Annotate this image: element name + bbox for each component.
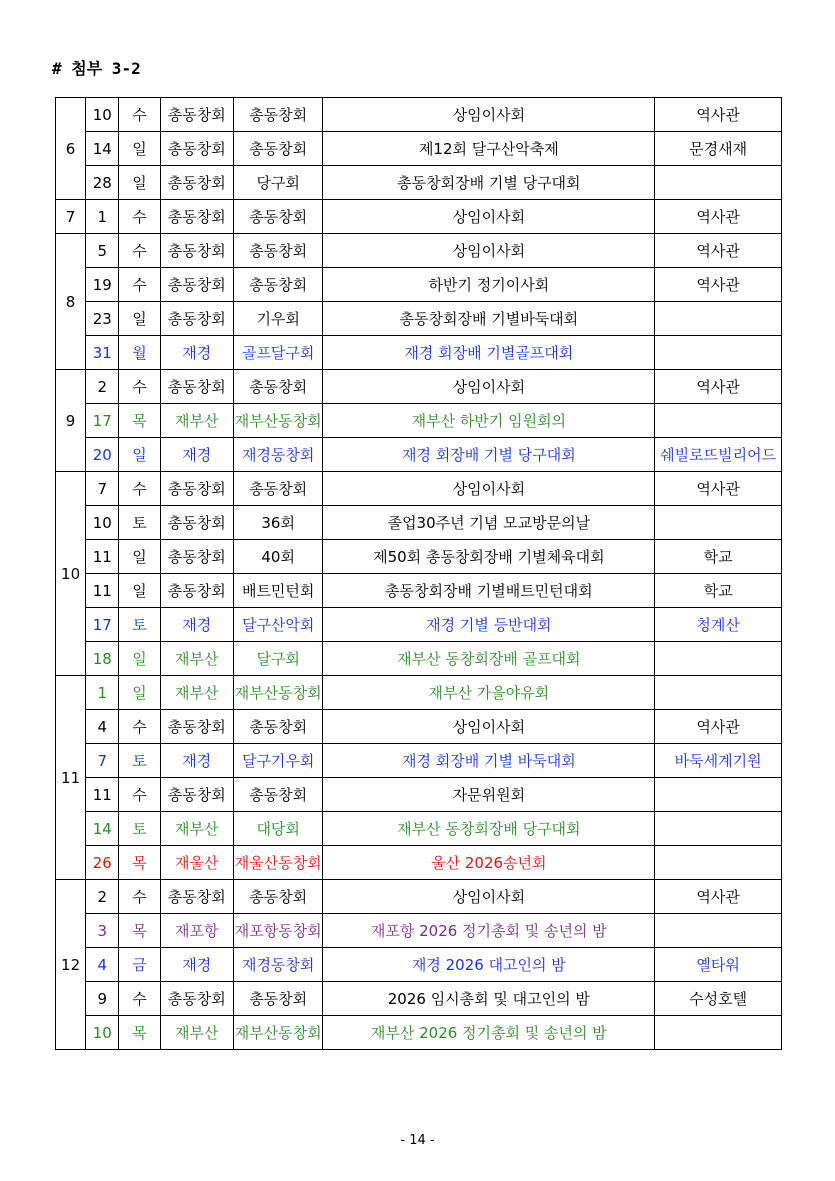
- event-cell: 상임이사회: [323, 880, 655, 914]
- group-cell: 달구기우회: [233, 744, 322, 778]
- day-cell: 5: [86, 234, 119, 268]
- day-cell: 14: [86, 132, 119, 166]
- event-cell: 재부산 동창회장배 당구대회: [323, 812, 655, 846]
- event-cell: 상임이사회: [323, 370, 655, 404]
- month-cell: 12: [56, 880, 86, 1050]
- group-cell: 총동창회: [233, 982, 322, 1016]
- group-cell: 골프달구회: [233, 336, 322, 370]
- schedule-row: [56, 778, 782, 812]
- weekday-cell: 일: [119, 574, 160, 608]
- event-cell: 상임이사회: [323, 200, 655, 234]
- schedule-row: [56, 982, 782, 1016]
- day-cell: 7: [86, 744, 119, 778]
- event-cell: 재경 기별 등반대회: [323, 608, 655, 642]
- event-cell: 재경 2026 대고인의 밤: [323, 948, 655, 982]
- event-cell: 재부산 동창회장배 골프대회: [323, 642, 655, 676]
- schedule-row: [56, 166, 782, 200]
- schedule-row: [56, 370, 782, 404]
- org-cell: 재경: [160, 608, 233, 642]
- group-cell: 달구회: [233, 642, 322, 676]
- weekday-cell: 일: [119, 540, 160, 574]
- org-cell: 총동창회: [160, 506, 233, 540]
- event-cell: 재부산 2026 정기총회 및 송년의 밤: [323, 1016, 655, 1050]
- schedule-row: [56, 98, 782, 132]
- day-cell: 28: [86, 166, 119, 200]
- schedule-row: [56, 676, 782, 710]
- org-cell: 총동창회: [160, 710, 233, 744]
- schedule-row: [56, 132, 782, 166]
- attachment-heading: # 첨부 3-2: [52, 59, 141, 78]
- place-cell: [655, 914, 782, 948]
- weekday-cell: 일: [119, 676, 160, 710]
- weekday-cell: 수: [119, 710, 160, 744]
- schedule-row: [56, 710, 782, 744]
- place-cell: 청계산: [655, 608, 782, 642]
- group-cell: 대당회: [233, 812, 322, 846]
- schedule-row: [56, 642, 782, 676]
- day-cell: 10: [86, 506, 119, 540]
- org-cell: 재부산: [160, 404, 233, 438]
- place-cell: 학교: [655, 540, 782, 574]
- schedule-row: [56, 472, 782, 506]
- org-cell: 재경: [160, 336, 233, 370]
- org-cell: 총동창회: [160, 880, 233, 914]
- weekday-cell: 목: [119, 914, 160, 948]
- event-cell: 상임이사회: [323, 98, 655, 132]
- day-cell: 11: [86, 540, 119, 574]
- group-cell: 총동창회: [233, 472, 322, 506]
- event-cell: 상임이사회: [323, 234, 655, 268]
- day-cell: 3: [86, 914, 119, 948]
- schedule-row: [56, 302, 782, 336]
- weekday-cell: 일: [119, 642, 160, 676]
- group-cell: 36회: [233, 506, 322, 540]
- group-cell: 기우회: [233, 302, 322, 336]
- schedule-row: [56, 200, 782, 234]
- place-cell: [655, 404, 782, 438]
- group-cell: 총동창회: [233, 880, 322, 914]
- day-cell: 2: [86, 880, 119, 914]
- day-cell: 19: [86, 268, 119, 302]
- group-cell: 재부산동창회: [233, 1016, 322, 1050]
- place-cell: [655, 506, 782, 540]
- weekday-cell: 토: [119, 744, 160, 778]
- weekday-cell: 수: [119, 982, 160, 1016]
- group-cell: 재경동창회: [233, 438, 322, 472]
- month-cell: 8: [56, 234, 86, 370]
- org-cell: 재경: [160, 744, 233, 778]
- org-cell: 재포항: [160, 914, 233, 948]
- event-cell: 총동창회장배 기별바둑대회: [323, 302, 655, 336]
- place-cell: 역사관: [655, 880, 782, 914]
- event-cell: 재경 회장배 기별 당구대회: [323, 438, 655, 472]
- day-cell: 17: [86, 608, 119, 642]
- day-cell: 23: [86, 302, 119, 336]
- day-cell: 4: [86, 948, 119, 982]
- schedule-row: [56, 812, 782, 846]
- event-cell: 총동창회장배 기별 당구대회: [323, 166, 655, 200]
- place-cell: 역사관: [655, 472, 782, 506]
- weekday-cell: 목: [119, 404, 160, 438]
- day-cell: 9: [86, 982, 119, 1016]
- schedule-row: [56, 540, 782, 574]
- place-cell: 문경새재: [655, 132, 782, 166]
- place-cell: 역사관: [655, 200, 782, 234]
- schedule-row: [56, 234, 782, 268]
- org-cell: 재울산: [160, 846, 233, 880]
- event-cell: 자문위원회: [323, 778, 655, 812]
- schedule-row: [56, 574, 782, 608]
- day-cell: 1: [86, 200, 119, 234]
- place-cell: 역사관: [655, 370, 782, 404]
- weekday-cell: 일: [119, 302, 160, 336]
- weekday-cell: 토: [119, 812, 160, 846]
- event-cell: 재포항 2026 정기총회 및 송년의 밤: [323, 914, 655, 948]
- day-cell: 20: [86, 438, 119, 472]
- weekday-cell: 수: [119, 370, 160, 404]
- org-cell: 총동창회: [160, 234, 233, 268]
- day-cell: 18: [86, 642, 119, 676]
- place-cell: [655, 846, 782, 880]
- schedule-row: [56, 914, 782, 948]
- group-cell: 총동창회: [233, 234, 322, 268]
- event-cell: 재경 회장배 기별골프대회: [323, 336, 655, 370]
- org-cell: 재부산: [160, 642, 233, 676]
- month-cell: 9: [56, 370, 86, 472]
- event-cell: 상임이사회: [323, 472, 655, 506]
- day-cell: 10: [86, 98, 119, 132]
- day-cell: 2: [86, 370, 119, 404]
- day-cell: 17: [86, 404, 119, 438]
- group-cell: 총동창회: [233, 778, 322, 812]
- schedule-row: [56, 744, 782, 778]
- event-cell: 졸업30주년 기념 모교방문의날: [323, 506, 655, 540]
- schedule-row: [56, 880, 782, 914]
- weekday-cell: 수: [119, 234, 160, 268]
- event-cell: 제12회 달구산악축제: [323, 132, 655, 166]
- weekday-cell: 수: [119, 268, 160, 302]
- place-cell: 역사관: [655, 234, 782, 268]
- group-cell: 총동창회: [233, 200, 322, 234]
- weekday-cell: 목: [119, 846, 160, 880]
- month-cell: 6: [56, 98, 86, 200]
- weekday-cell: 수: [119, 778, 160, 812]
- weekday-cell: 토: [119, 608, 160, 642]
- event-cell: 재부산 가을야유회: [323, 676, 655, 710]
- schedule-row: [56, 268, 782, 302]
- day-cell: 1: [86, 676, 119, 710]
- weekday-cell: 일: [119, 166, 160, 200]
- weekday-cell: 월: [119, 336, 160, 370]
- event-cell: 2026 임시총회 및 대고인의 밤: [323, 982, 655, 1016]
- org-cell: 재부산: [160, 676, 233, 710]
- place-cell: 옐타워: [655, 948, 782, 982]
- org-cell: 재부산: [160, 812, 233, 846]
- weekday-cell: 수: [119, 98, 160, 132]
- event-cell: 총동창회장배 기별배트민턴대회: [323, 574, 655, 608]
- weekday-cell: 수: [119, 200, 160, 234]
- day-cell: 11: [86, 574, 119, 608]
- page-number: - 14 -: [400, 1133, 435, 1148]
- weekday-cell: 토: [119, 506, 160, 540]
- month-cell: 10: [56, 472, 86, 676]
- event-cell: 재부산 하반기 임원회의: [323, 404, 655, 438]
- weekday-cell: 금: [119, 948, 160, 982]
- schedule-row: [56, 506, 782, 540]
- org-cell: 총동창회: [160, 540, 233, 574]
- group-cell: 재포항동창회: [233, 914, 322, 948]
- group-cell: 총동창회: [233, 98, 322, 132]
- group-cell: 총동창회: [233, 710, 322, 744]
- org-cell: 총동창회: [160, 200, 233, 234]
- place-cell: 바둑세계기원: [655, 744, 782, 778]
- weekday-cell: 일: [119, 132, 160, 166]
- place-cell: [655, 302, 782, 336]
- event-cell: 제50회 총동창회장배 기별체육대회: [323, 540, 655, 574]
- event-cell: 재경 회장배 기별 바둑대회: [323, 744, 655, 778]
- place-cell: [655, 336, 782, 370]
- schedule-row: [56, 438, 782, 472]
- weekday-cell: 수: [119, 472, 160, 506]
- day-cell: 7: [86, 472, 119, 506]
- weekday-cell: 목: [119, 1016, 160, 1050]
- org-cell: 재경: [160, 948, 233, 982]
- org-cell: 재부산: [160, 1016, 233, 1050]
- place-cell: [655, 642, 782, 676]
- group-cell: 재부산동창회: [233, 404, 322, 438]
- org-cell: 총동창회: [160, 574, 233, 608]
- place-cell: 역사관: [655, 98, 782, 132]
- place-cell: 역사관: [655, 710, 782, 744]
- place-cell: 쉐빌로뜨빌리어드: [655, 438, 782, 472]
- org-cell: 총동창회: [160, 166, 233, 200]
- schedule-body: [56, 98, 782, 1050]
- group-cell: 배트민턴회: [233, 574, 322, 608]
- place-cell: [655, 166, 782, 200]
- schedule-row: [56, 404, 782, 438]
- day-cell: 11: [86, 778, 119, 812]
- org-cell: 총동창회: [160, 778, 233, 812]
- schedule-row: [56, 948, 782, 982]
- place-cell: [655, 778, 782, 812]
- group-cell: 40회: [233, 540, 322, 574]
- group-cell: 당구회: [233, 166, 322, 200]
- org-cell: 재경: [160, 438, 233, 472]
- place-cell: 수성호텔: [655, 982, 782, 1016]
- place-cell: [655, 1016, 782, 1050]
- month-cell: 7: [56, 200, 86, 234]
- day-cell: 26: [86, 846, 119, 880]
- event-cell: 상임이사회: [323, 710, 655, 744]
- schedule-table: [55, 97, 782, 1050]
- event-cell: 울산 2026송년회: [323, 846, 655, 880]
- org-cell: 총동창회: [160, 370, 233, 404]
- day-cell: 4: [86, 710, 119, 744]
- weekday-cell: 일: [119, 438, 160, 472]
- place-cell: 역사관: [655, 268, 782, 302]
- month-cell: 11: [56, 676, 86, 880]
- org-cell: 총동창회: [160, 98, 233, 132]
- day-cell: 14: [86, 812, 119, 846]
- group-cell: 달구산악회: [233, 608, 322, 642]
- org-cell: 총동창회: [160, 472, 233, 506]
- org-cell: 총동창회: [160, 132, 233, 166]
- schedule-row: [56, 608, 782, 642]
- day-cell: 31: [86, 336, 119, 370]
- org-cell: 총동창회: [160, 302, 233, 336]
- place-cell: [655, 676, 782, 710]
- schedule-row: [56, 846, 782, 880]
- group-cell: 총동창회: [233, 268, 322, 302]
- place-cell: [655, 812, 782, 846]
- schedule-row: [56, 336, 782, 370]
- group-cell: 총동창회: [233, 132, 322, 166]
- group-cell: 재부산동창회: [233, 676, 322, 710]
- org-cell: 총동창회: [160, 982, 233, 1016]
- group-cell: 총동창회: [233, 370, 322, 404]
- schedule-row: [56, 1016, 782, 1050]
- group-cell: 재경동창회: [233, 948, 322, 982]
- org-cell: 총동창회: [160, 268, 233, 302]
- day-cell: 10: [86, 1016, 119, 1050]
- group-cell: 재울산동창회: [233, 846, 322, 880]
- place-cell: 학교: [655, 574, 782, 608]
- event-cell: 하반기 정기이사회: [323, 268, 655, 302]
- weekday-cell: 수: [119, 880, 160, 914]
